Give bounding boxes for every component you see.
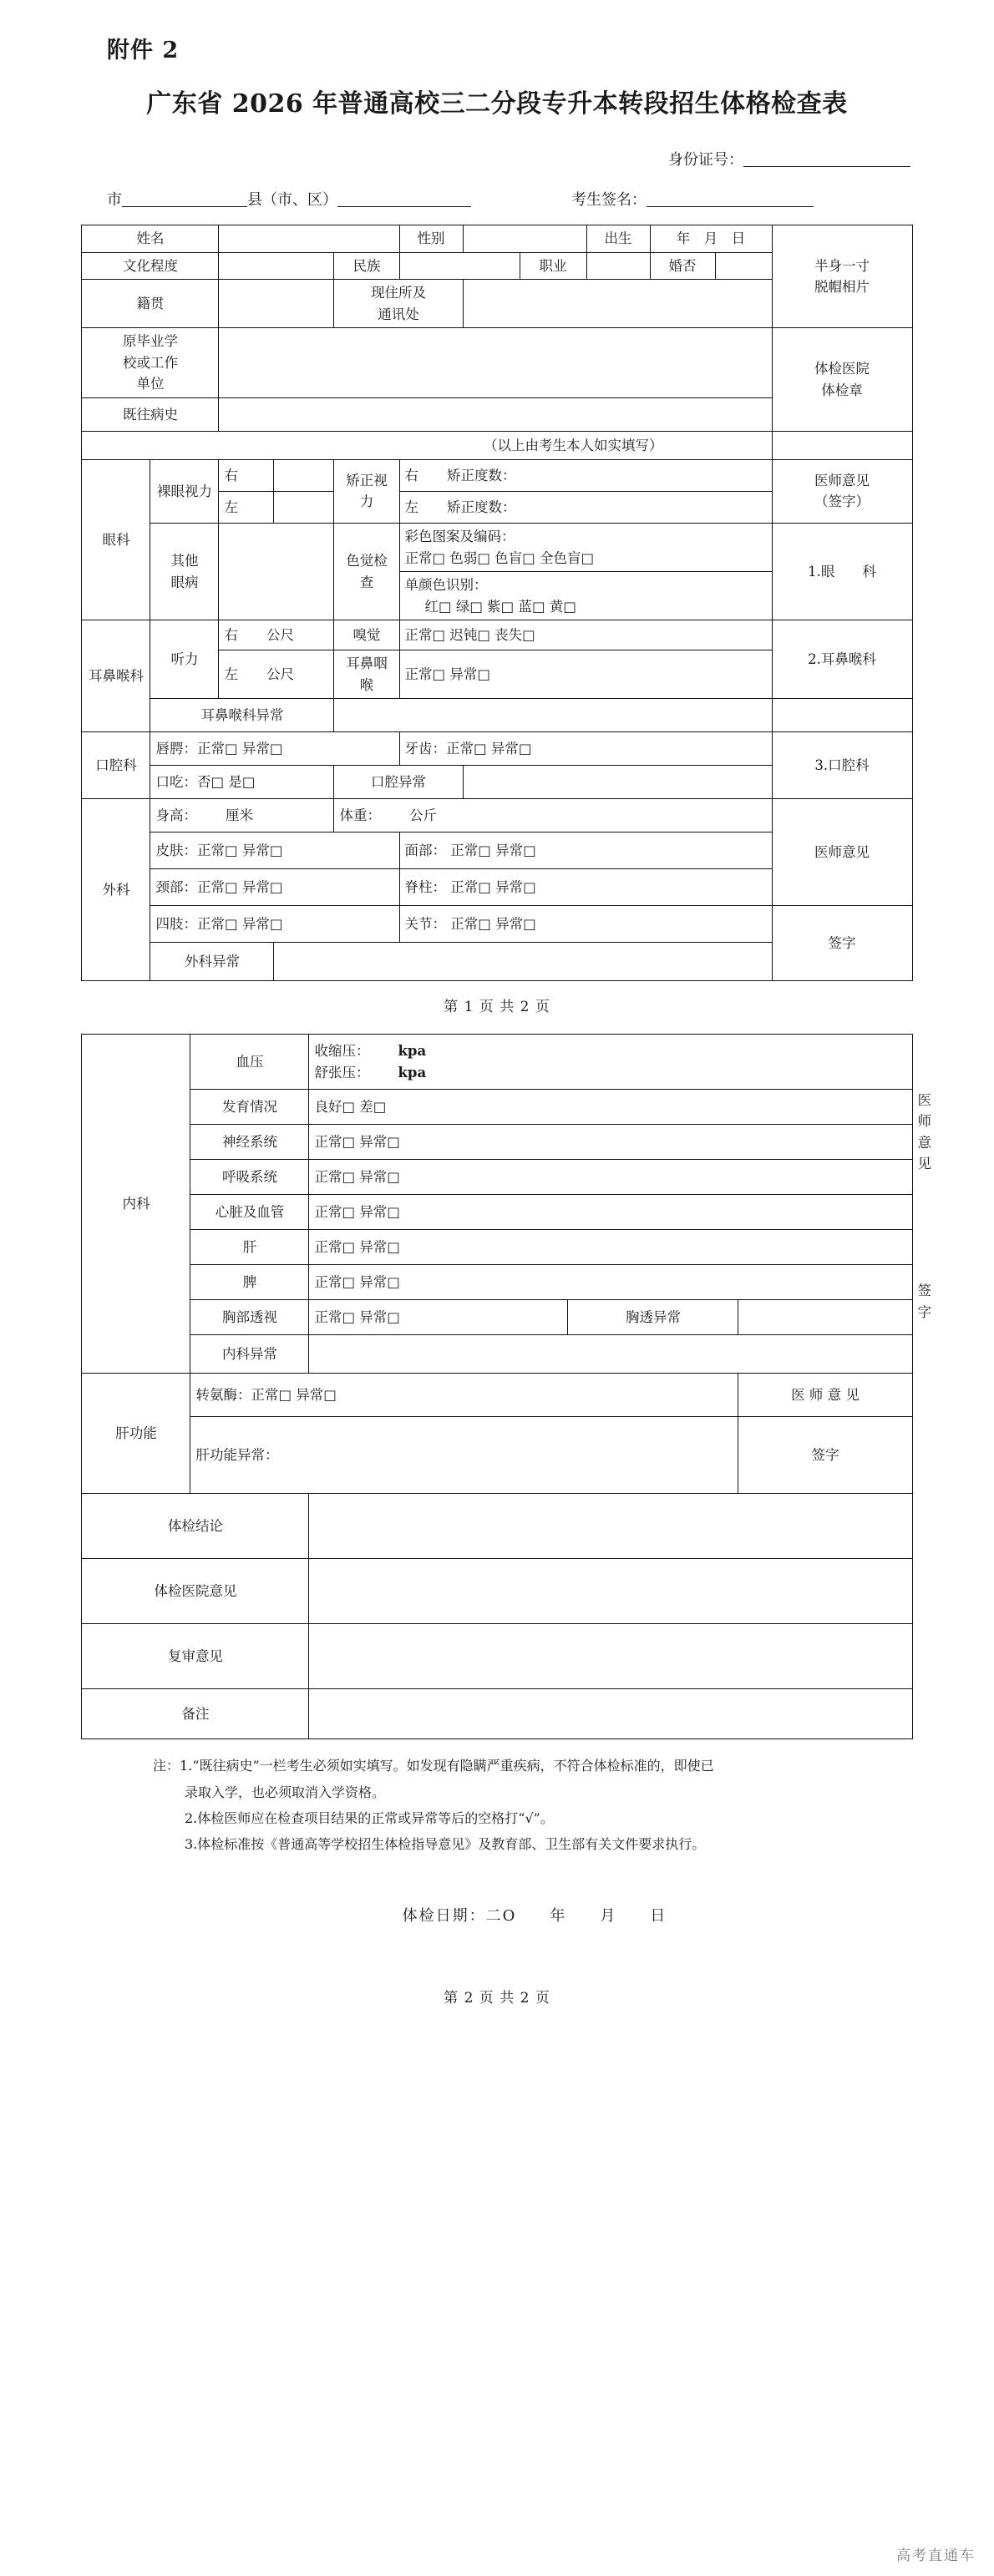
footnote-1-cont: 录取入学，也必须取消入学资格。 (185, 1784, 386, 1800)
page1-marker: 第 1 页 共 2 页 (444, 999, 550, 1016)
city-blank[interactable] (122, 193, 247, 207)
height-cell[interactable] (150, 799, 334, 833)
eye-item-1: 1.眼 科 (772, 523, 912, 620)
table-row (82, 1559, 912, 1624)
page2-marker: 第 2 页 共 2 页 (444, 1990, 550, 2007)
ent-section-label: 耳鼻喉科 (82, 620, 150, 732)
surgery-signature: 签字 (772, 906, 912, 981)
table-row (82, 699, 912, 732)
address-signature-line (107, 188, 994, 210)
corrected-left-degree-label: 矫正度数： (447, 498, 516, 515)
table-row (82, 1125, 912, 1160)
mono-color-cell[interactable] (399, 572, 772, 620)
school-value[interactable] (219, 328, 772, 398)
gender-label: 性别 (399, 225, 463, 253)
weight-cell[interactable] (334, 799, 772, 833)
table-row (82, 906, 912, 943)
face-options[interactable]: 面部： 正常□ 异常□ (399, 833, 772, 869)
color-options[interactable]: 正常□ 色弱□ 色盲□ 全色盲□ (404, 549, 595, 566)
table-row (82, 523, 912, 571)
seal-line1: 体检医院 (814, 361, 870, 377)
table-row (82, 1265, 912, 1300)
development-label: 发育情况 (190, 1090, 309, 1125)
ent-item-2: 2.耳鼻喉科 (772, 620, 912, 699)
review-opinion-value[interactable] (309, 1624, 912, 1689)
internal-abnormal-label: 内科异常 (190, 1335, 309, 1374)
address-label (334, 280, 463, 328)
other-eye-disease-value[interactable] (219, 523, 334, 620)
table-row (82, 1300, 912, 1335)
id-number-blank[interactable] (743, 152, 910, 167)
liver-function-section-label: 肝功能 (82, 1374, 190, 1494)
school-label-line2: 校或工作 (122, 354, 178, 371)
corrected-left-row[interactable] (399, 491, 772, 523)
weight-label: 体重： (339, 807, 381, 824)
exam-date-line[interactable]: 体检日期：二O 年 月 日 (402, 1907, 667, 1926)
table-row (82, 1374, 912, 1417)
table-row (82, 1689, 912, 1739)
table-row (82, 225, 912, 253)
watermark: 高考直通车 (896, 2548, 976, 2564)
diastolic-row[interactable] (314, 1062, 906, 1084)
history-value[interactable] (219, 397, 772, 431)
attachment-label: 附件 2 (107, 38, 180, 63)
color-pattern-label: 彩色图案及编码： (404, 528, 515, 544)
diastolic-label: 舒张压： (314, 1064, 370, 1081)
systolic-row[interactable] (314, 1040, 906, 1062)
hearing-left-cell[interactable] (219, 650, 334, 699)
page-title: 广东省 2026 年普通高校三二分段专升本转段招生体格检查表 (146, 89, 848, 119)
heart-label: 心脏及血管 (190, 1195, 309, 1230)
table-row (82, 431, 912, 459)
candidate-signature-blank[interactable] (647, 193, 814, 207)
liver-function-abnormal-label[interactable]: 肝功能异常： (190, 1417, 738, 1494)
skin-options[interactable]: 皮肤：正常□ 异常□ (150, 833, 399, 869)
candidate-signature-label: 考生签名： (571, 191, 647, 209)
table-row (82, 328, 912, 398)
chest-label: 胸部透视 (190, 1300, 309, 1335)
bp-cell[interactable] (309, 1035, 912, 1090)
ent-abnormal-label: 耳鼻喉科异常 (150, 699, 334, 732)
name-value[interactable] (219, 225, 399, 253)
table-row (82, 459, 912, 491)
spleen-options[interactable]: 正常□ 异常□ (309, 1265, 912, 1300)
county-label: 县（市、区） (247, 191, 337, 209)
nervous-label: 神经系统 (190, 1125, 309, 1160)
respiratory-label: 呼吸系统 (190, 1160, 309, 1195)
native-place-value[interactable] (219, 280, 334, 328)
table-row (82, 1160, 912, 1195)
color-test-label: 色觉检查 (334, 523, 399, 620)
height-label: 身高： (155, 807, 197, 824)
table-row: 内科 血压 收缩压： kpa 舒张压： kpa 医 师 意 见 (82, 1035, 912, 1090)
oral-abnormal-value[interactable] (463, 766, 772, 799)
hearing-right-label: 右 (224, 626, 238, 643)
spine-options[interactable]: 脊柱： 正常□ 异常□ (399, 869, 772, 906)
limbs-options[interactable]: 四肢：正常□ 异常□ (150, 906, 399, 943)
liver-options[interactable]: 正常□ 异常□ (309, 1230, 912, 1265)
joints-options[interactable]: 关节： 正常□ 异常□ (399, 906, 772, 943)
throat-label: 耳鼻咽喉 (334, 650, 399, 699)
footnote-3: 3.体检标准按《普通高等学校招生体检指导意见》及教育部、卫生部有关文件要求执行。 (185, 1835, 706, 1852)
heart-options[interactable]: 正常□ 异常□ (309, 1195, 912, 1230)
smell-label: 嗅觉 (334, 620, 399, 650)
eye-section-label: 眼科 (82, 459, 150, 620)
table-row (82, 732, 912, 766)
internal-abnormal-value[interactable] (309, 1335, 912, 1374)
exam-table-page1 (81, 225, 912, 981)
hospital-seal-box (772, 328, 912, 432)
liver-label: 肝 (190, 1230, 309, 1265)
corrected-left-label: 左 (404, 498, 418, 515)
id-number-line (0, 148, 994, 170)
stutter-options[interactable]: 口吃：否□ 是□ (150, 766, 334, 799)
respiratory-options[interactable]: 正常□ 异常□ (309, 1160, 912, 1195)
history-label: 既往病史 (82, 397, 219, 431)
form-page (0, 32, 994, 2576)
school-label-line1: 原毕业学 (122, 333, 178, 350)
systolic-label: 收缩压： (314, 1043, 370, 1060)
address-label-line2: 通讯处 (378, 306, 419, 322)
liver-function-signature: 签字 (738, 1417, 912, 1494)
gender-value[interactable] (463, 225, 586, 253)
table-row (82, 1624, 912, 1689)
exam-conclusion-value[interactable] (309, 1494, 912, 1559)
other-eye-line1: 其他 (170, 553, 199, 569)
hearing-left-label: 左 (224, 666, 238, 682)
color-pattern-cell[interactable] (399, 523, 772, 571)
throat-options[interactable]: 正常□ 异常□ (399, 650, 772, 699)
naked-vision-label: 裸眼视力 (150, 459, 219, 523)
table-row (82, 1417, 912, 1494)
nervous-options[interactable]: 正常□ 异常□ (309, 1125, 912, 1160)
address-value[interactable] (463, 280, 772, 328)
transaminase-options[interactable]: 转氨酶：正常□ 异常□ (190, 1374, 738, 1417)
weight-unit: 公斤 (408, 807, 437, 824)
development-options[interactable]: 良好□ 差□ (309, 1090, 912, 1125)
marital-label: 婚否 (650, 252, 715, 280)
footnote-1: 注：1.“既往病史”一栏考生必须如实填写。如发现有隐瞒严重疾病，不符合体检标准的，即使已 (153, 1758, 714, 1774)
school-label (82, 328, 219, 398)
oral-abnormal-label: 口腔异常 (334, 766, 463, 799)
occupation-value[interactable] (586, 252, 650, 280)
ethnicity-value[interactable] (399, 252, 520, 280)
height-unit: 厘米 (225, 807, 253, 824)
education-label: 文化程度 (82, 252, 219, 280)
hearing-right-unit: 公尺 (266, 626, 294, 643)
other-eye-disease-label (150, 523, 219, 620)
spleen-label: 脾 (190, 1265, 309, 1300)
self-fill-note: （以上由考生本人如实填写） (82, 431, 772, 459)
table-row (82, 799, 912, 833)
occupation-label: 职业 (520, 252, 586, 280)
surgery-abnormal-label: 外科异常 (150, 943, 274, 981)
county-blank[interactable] (337, 193, 471, 207)
hearing-label: 听力 (150, 620, 219, 699)
mono-color-label: 单颜色识别： (404, 577, 488, 594)
corrected-right-degree-label: 矫正度数： (447, 467, 516, 483)
ethnicity-label: 民族 (334, 252, 399, 280)
naked-vision-right-value[interactable] (274, 459, 334, 491)
teeth-options[interactable]: 牙齿：正常□ 异常□ (399, 732, 772, 766)
table-row (82, 1494, 912, 1559)
table-row (82, 620, 912, 650)
ent-abnormal-value[interactable] (334, 699, 772, 732)
eye-doctor-opinion-line2: （签字） (814, 493, 870, 510)
liver-function-doctor-opinion: 医 师 意 见 (738, 1374, 912, 1417)
eye-doctor-opinion (772, 459, 912, 523)
photo-box (772, 225, 912, 328)
seal-line2: 体检章 (821, 382, 863, 398)
ent-item2-spacer (772, 699, 912, 732)
naked-vision-right-label: 右 (219, 459, 274, 491)
table-row: 肝 正常□ 异常□ 签字 (82, 1230, 912, 1265)
hospital-opinion-label: 体检医院意见 (82, 1559, 309, 1624)
remark-label: 备注 (82, 1689, 309, 1739)
lip-palate-options[interactable]: 唇腭：正常□ 异常□ (150, 732, 399, 766)
exam-table-page2 (81, 1034, 932, 1739)
chest-abnormal-label: 胸透异常 (568, 1300, 738, 1335)
naked-vision-left-value[interactable] (274, 491, 334, 523)
city-label: 市 (107, 191, 122, 209)
table-row (82, 1090, 912, 1125)
id-number-label: 身份证号： (668, 151, 743, 169)
footnote-2: 2.体检医师应在检查项目结果的正常或异常等后的空格打“√”。 (185, 1809, 554, 1826)
remark-value[interactable] (309, 1689, 912, 1739)
photo-line2: 脱帽相片 (814, 279, 870, 296)
name-label: 姓名 (82, 225, 219, 253)
birth-value[interactable]: 年 月 日 (650, 225, 772, 253)
surgery-doctor-opinion: 医师意见 (772, 799, 912, 906)
diastolic-unit: kpa (398, 1064, 427, 1081)
corrected-right-row[interactable] (399, 459, 772, 491)
corrected-vision-label: 矫正视力 (334, 459, 399, 523)
footnotes (104, 1753, 890, 1857)
mono-color-options[interactable]: 红□ 绿□ 紫□ 蓝□ 黄□ (424, 598, 576, 615)
table-row (82, 1335, 912, 1374)
table-row (82, 1195, 912, 1230)
hearing-right-cell[interactable] (219, 620, 334, 650)
smell-options[interactable]: 正常□ 迟钝□ 丧失□ (399, 620, 772, 650)
bp-label: 血压 (190, 1035, 309, 1090)
oral-item-3: 3.口腔科 (772, 732, 912, 799)
neck-options[interactable]: 颈部：正常□ 异常□ (150, 869, 399, 906)
internal-section-label: 内科 (82, 1035, 190, 1374)
education-value[interactable] (219, 252, 334, 280)
marital-value[interactable] (715, 252, 772, 280)
other-eye-line2: 眼病 (170, 574, 199, 590)
review-opinion-label: 复审意见 (82, 1624, 309, 1689)
naked-vision-left-label: 左 (219, 491, 274, 523)
oral-section-label: 口腔科 (82, 732, 150, 799)
eye-doctor-opinion-line1: 医师意见 (814, 472, 870, 488)
hearing-left-unit: 公尺 (266, 666, 294, 682)
chest-abnormal-value[interactable] (738, 1300, 912, 1335)
surgery-abnormal-value[interactable] (274, 943, 772, 981)
exam-conclusion-label: 体检结论 (82, 1494, 309, 1559)
address-label-line1: 现住所及 (370, 285, 426, 301)
birth-label: 出生 (586, 225, 650, 253)
native-place-label: 籍贯 (82, 280, 219, 328)
hospital-opinion-value[interactable] (309, 1559, 912, 1624)
surgery-section-label: 外科 (82, 799, 150, 981)
school-label-line3: 单位 (136, 376, 165, 392)
systolic-unit: kpa (398, 1043, 427, 1060)
self-fill-note-spacer (772, 431, 912, 459)
photo-line1: 半身一寸 (814, 257, 870, 274)
corrected-right-label: 右 (404, 467, 418, 483)
chest-options[interactable]: 正常□ 异常□ (309, 1300, 568, 1335)
